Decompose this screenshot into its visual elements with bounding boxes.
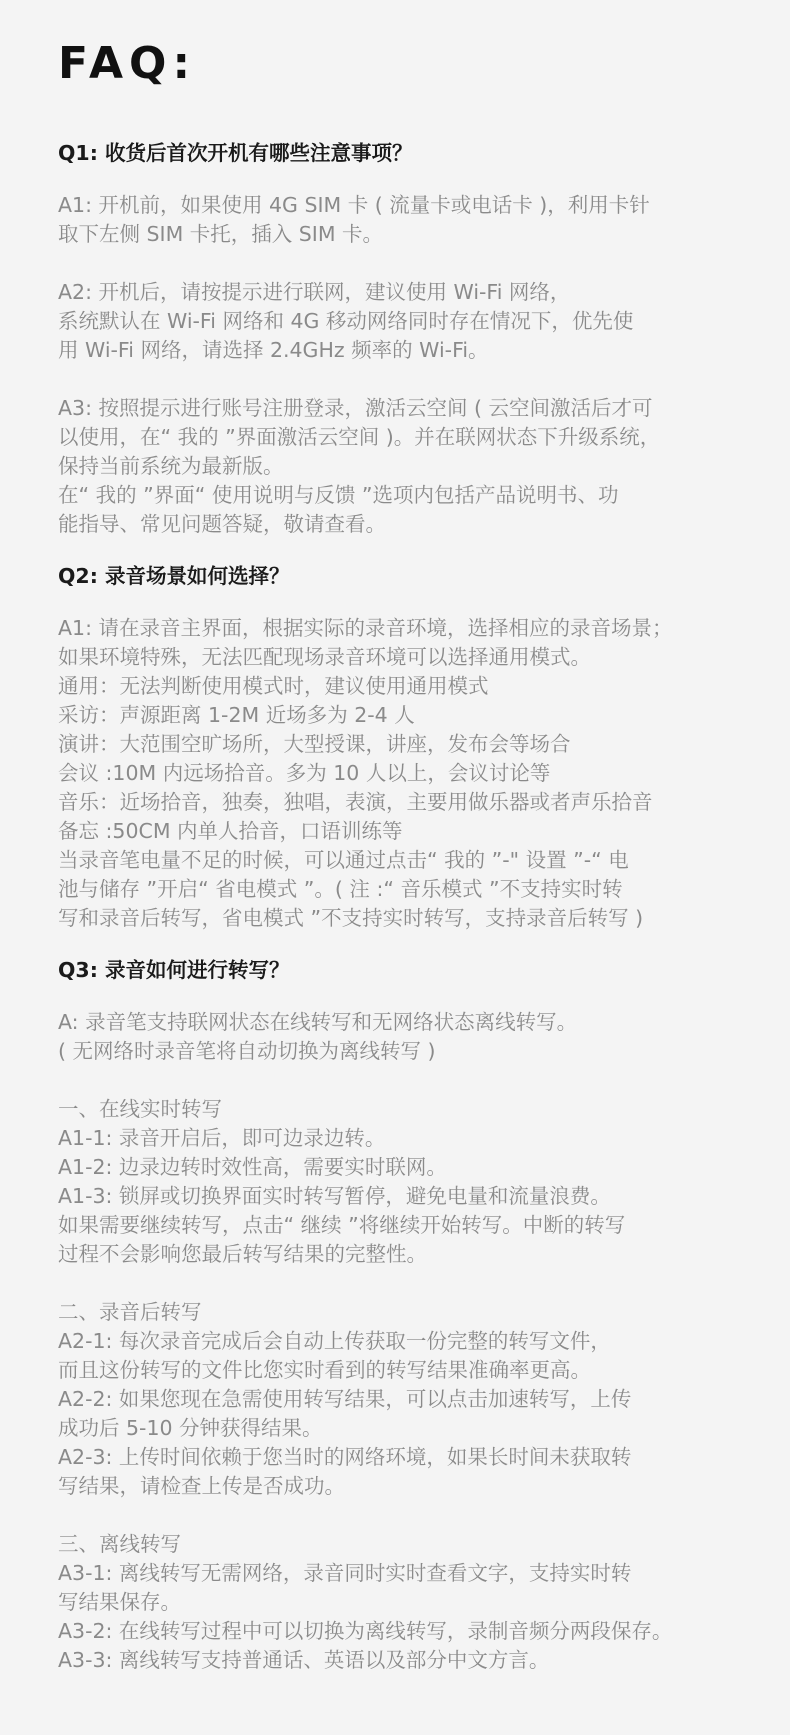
answer-line: 用 Wi-Fi 网络，请选择 2.4GHz 频率的 Wi-Fi。 bbox=[58, 338, 489, 362]
answer-line: 备忘 :50CM 内单人拾音，口语训练等 bbox=[58, 819, 403, 843]
answer-line: 写和录音后转写，省电模式 ”不支持实时转写，支持录音后转写 ) bbox=[58, 906, 644, 930]
answer-line: 写结果保存。 bbox=[58, 1590, 181, 1614]
answer-line: A: 录音笔支持联网状态在线转写和无网络状态离线转写。 bbox=[58, 1010, 578, 1034]
answer-line: 在“ 我的 ”界面“ 使用说明与反馈 ”选项内包括产品说明书、功 bbox=[58, 483, 619, 507]
section-heading: 三、离线转写 bbox=[58, 1532, 181, 1556]
answer-line: A3-1: 离线转写无需网络，录音同时实时查看文字，支持实时转 bbox=[58, 1561, 632, 1585]
answer-line: 如果需要继续转写，点击“ 继续 ”将继续开始转写。中断的转写 bbox=[58, 1213, 626, 1237]
answer-line: A3-2: 在线转写过程中可以切换为离线转写，录制音频分两段保存。 bbox=[58, 1619, 673, 1643]
answer-line: A2-3: 上传时间依赖于您当时的网络环境，如果长时间未获取转 bbox=[58, 1445, 632, 1469]
answer-line: A3-3: 离线转写支持普通话、英语以及部分中文方言。 bbox=[58, 1648, 550, 1672]
answer-line: A2-2: 如果您现在急需使用转写结果，可以点击加速转写，上传 bbox=[58, 1387, 632, 1411]
answer-line: 能指导、常见问题答疑，敬请查看。 bbox=[58, 512, 386, 536]
answer-line: 写结果，请检查上传是否成功。 bbox=[58, 1474, 345, 1498]
answer-1-2 bbox=[58, 278, 732, 365]
answer-line: 会议 :10M 内远场拾音。多为 10 人以上，会议讨论等 bbox=[58, 761, 551, 785]
page-title: FAQ: bbox=[58, 38, 197, 89]
answer-line: 以使用，在“ 我的 ”界面激活云空间 )。并在联网状态下升级系统， bbox=[58, 425, 661, 449]
answer-3-post bbox=[58, 1298, 732, 1501]
answer-line: A3: 按照提示进行账号注册登录，激活云空间 ( 云空间激活后才可 bbox=[58, 396, 653, 420]
answer-line: A1-3: 锁屏或切换界面实时转写暂停，避免电量和流量浪费。 bbox=[58, 1184, 611, 1208]
answer-line: 通用：无法判断使用模式时，建议使用通用模式 bbox=[58, 674, 489, 698]
answer-1-3 bbox=[58, 394, 732, 539]
answer-line: 系统默认在 Wi-Fi 网络和 4G 移动网络同时存在情况下，优先使 bbox=[58, 309, 634, 333]
answer-1-1 bbox=[58, 191, 732, 249]
answer-line: 保持当前系统为最新版。 bbox=[58, 454, 284, 478]
answer-3-online bbox=[58, 1095, 732, 1269]
question-2: Q2: 录音场景如何选择？ bbox=[58, 564, 290, 588]
answer-line: 取下左侧 SIM 卡托，插入 SIM 卡。 bbox=[58, 222, 384, 246]
answer-3-intro bbox=[58, 1008, 732, 1066]
answer-line: 当录音笔电量不足的时候，可以通过点击“ 我的 ”-" 设置 ”-“ 电 bbox=[58, 848, 629, 872]
question-1: Q1: 收货后首次开机有哪些注意事项？ bbox=[58, 141, 413, 165]
answer-line: A2: 开机后，请按提示进行联网，建议使用 Wi-Fi 网络， bbox=[58, 280, 571, 304]
answer-line: 过程不会影响您最后转写结果的完整性。 bbox=[58, 1242, 427, 1266]
answer-2-1 bbox=[58, 614, 732, 933]
answer-line: 演讲：大范围空旷场所，大型授课，讲座，发布会等场合 bbox=[58, 732, 571, 756]
question-3: Q3: 录音如何进行转写？ bbox=[58, 958, 290, 982]
answer-line: 成功后 5-10 分钟获得结果。 bbox=[58, 1416, 323, 1440]
answer-line: 如果环境特殊，无法匹配现场录音环境可以选择通用模式。 bbox=[58, 645, 591, 669]
answer-line: A1-1: 录音开启后，即可边录边转。 bbox=[58, 1126, 386, 1150]
answer-3-offline bbox=[58, 1530, 732, 1675]
answer-line: 采访：声源距离 1-2M 近场多为 2-4 人 bbox=[58, 703, 415, 727]
answer-line: 音乐：近场拾音，独奏，独唱，表演，主要用做乐器或者声乐拾音 bbox=[58, 790, 653, 814]
answer-line: 池与储存 ”开启“ 省电模式 ”。( 注 :“ 音乐模式 ”不支持实时转 bbox=[58, 877, 623, 901]
section-heading: 一、在线实时转写 bbox=[58, 1097, 222, 1121]
answer-line: A1-2: 边录边转时效性高，需要实时联网。 bbox=[58, 1155, 447, 1179]
answer-line: A1: 开机前，如果使用 4G SIM 卡 ( 流量卡或电话卡 )，利用卡针 bbox=[58, 193, 650, 217]
answer-line: A2-1: 每次录音完成后会自动上传获取一份完整的转写文件， bbox=[58, 1329, 611, 1353]
answer-line: ( 无网络时录音笔将自动切换为离线转写 ) bbox=[58, 1039, 436, 1063]
section-heading: 二、录音后转写 bbox=[58, 1300, 202, 1324]
answer-line: A1: 请在录音主界面，根据实际的录音环境，选择相应的录音场景； bbox=[58, 616, 673, 640]
answer-line: 而且这份转写的文件比您实时看到的转写结果准确率更高。 bbox=[58, 1358, 591, 1382]
